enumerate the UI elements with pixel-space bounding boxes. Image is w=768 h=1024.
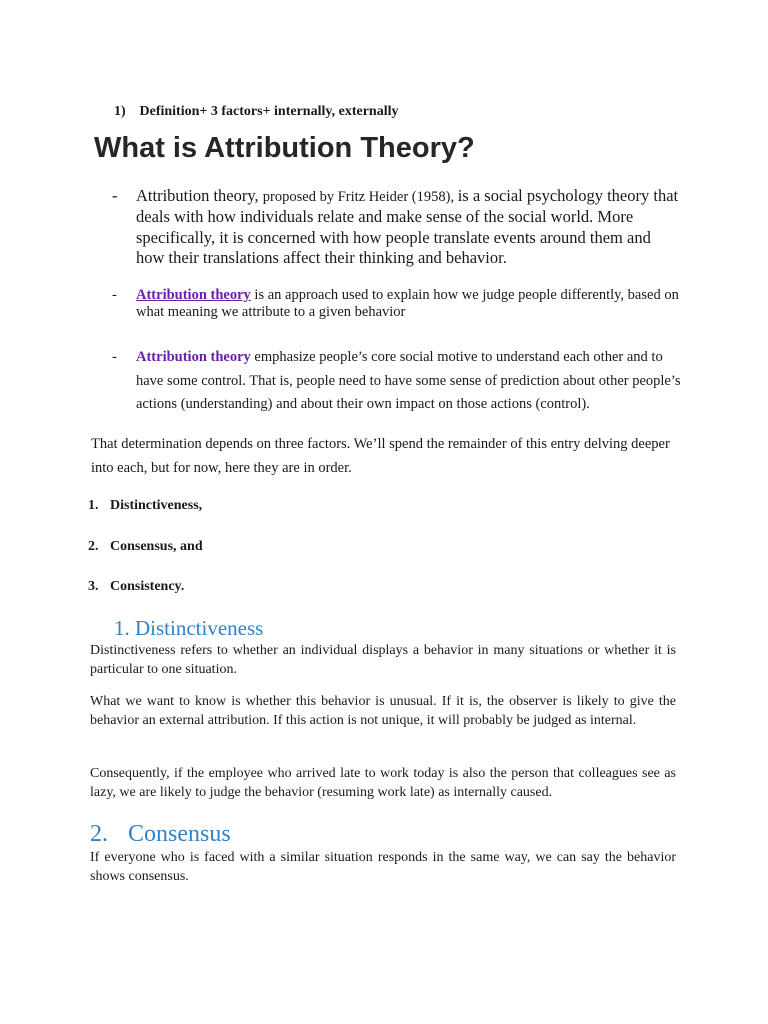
factor-list-item bbox=[88, 579, 184, 595]
attribution-theory-link[interactable]: Attribution theory bbox=[136, 287, 251, 303]
attribution-theory-term: Attribution theory bbox=[136, 349, 251, 365]
factor-label: Distinctiveness, bbox=[110, 498, 203, 513]
bullet-text bbox=[136, 186, 682, 268]
factor-label: Consensus, and bbox=[110, 539, 203, 554]
bullet-dash: - bbox=[112, 186, 118, 205]
outline-item-text: Definition+ 3 factors+ internally, externally bbox=[139, 104, 399, 119]
factor-number: 3. bbox=[88, 579, 99, 594]
factor-list-item bbox=[88, 498, 202, 514]
factor-label: Consistency. bbox=[110, 579, 185, 594]
factor-list-item bbox=[88, 539, 203, 555]
section-heading-consensus bbox=[90, 821, 231, 848]
bullet-item bbox=[112, 186, 682, 268]
bullet-text-part: Attribution theory, bbox=[136, 186, 263, 205]
factor-number: 1. bbox=[88, 498, 99, 513]
body-paragraph: If everyone who is faced with a similar situation responds in the same way, we can say the behavior shows consensus. bbox=[90, 850, 676, 884]
bullet-item bbox=[112, 287, 682, 321]
page-title: What is Attribution Theory? bbox=[94, 132, 475, 164]
bullet-text bbox=[136, 287, 682, 321]
bullet-text-part: proposed by Fritz Heider (1958), bbox=[262, 189, 458, 205]
factor-number: 2. bbox=[88, 539, 99, 554]
body-paragraph: Distinctiveness refers to whether an individual displays a behavior in many situations or whether it is particular to one situation. bbox=[90, 643, 676, 677]
body-paragraph: What we want to know is whether this behavior is unusual. If it is, the observer is likely to give the behavior an external attribution. If this action is not unique, it will probably be judged as internal. bbox=[90, 694, 676, 728]
outline-item bbox=[114, 104, 398, 120]
bullet-text-part: is an approach used to explain how we judge people differently, based on what meaning we attribute to a given behavior bbox=[136, 287, 679, 320]
bullet-item bbox=[112, 346, 682, 417]
bullet-text bbox=[136, 346, 682, 417]
body-paragraph: Consequently, if the employee who arrived late to work today is also the person that colleagues see as lazy, we are likely to judge the behavior (resuming work late) as internally caused. bbox=[90, 766, 676, 800]
section-heading-text: Consensus bbox=[128, 821, 231, 847]
bullet-text-part: emphasize people’s core social motive to understand each other and to have some control. That is, people need to have some sense of prediction about other people’s actions (understanding) and about their own impact on those actions (control). bbox=[136, 349, 681, 412]
section-heading-distinctiveness: 1. Distinctiveness bbox=[114, 616, 264, 640]
factors-intro-paragraph: That determination depends on three factors. We’ll spend the remainder of this entry delving deeper into each, but for now, here they are in order. bbox=[91, 436, 670, 476]
bullet-text-part: is a social psychology theory that deals with how individuals relate and make sense of the social world. More specifically, it is concerned with how people translate events around them and how their translations affect their thinking and behavior. bbox=[136, 186, 679, 267]
outline-item-number: 1) bbox=[114, 104, 126, 119]
bullet-dash: - bbox=[112, 349, 117, 365]
bullet-dash: - bbox=[112, 287, 117, 303]
section-number: 2. bbox=[90, 821, 108, 847]
